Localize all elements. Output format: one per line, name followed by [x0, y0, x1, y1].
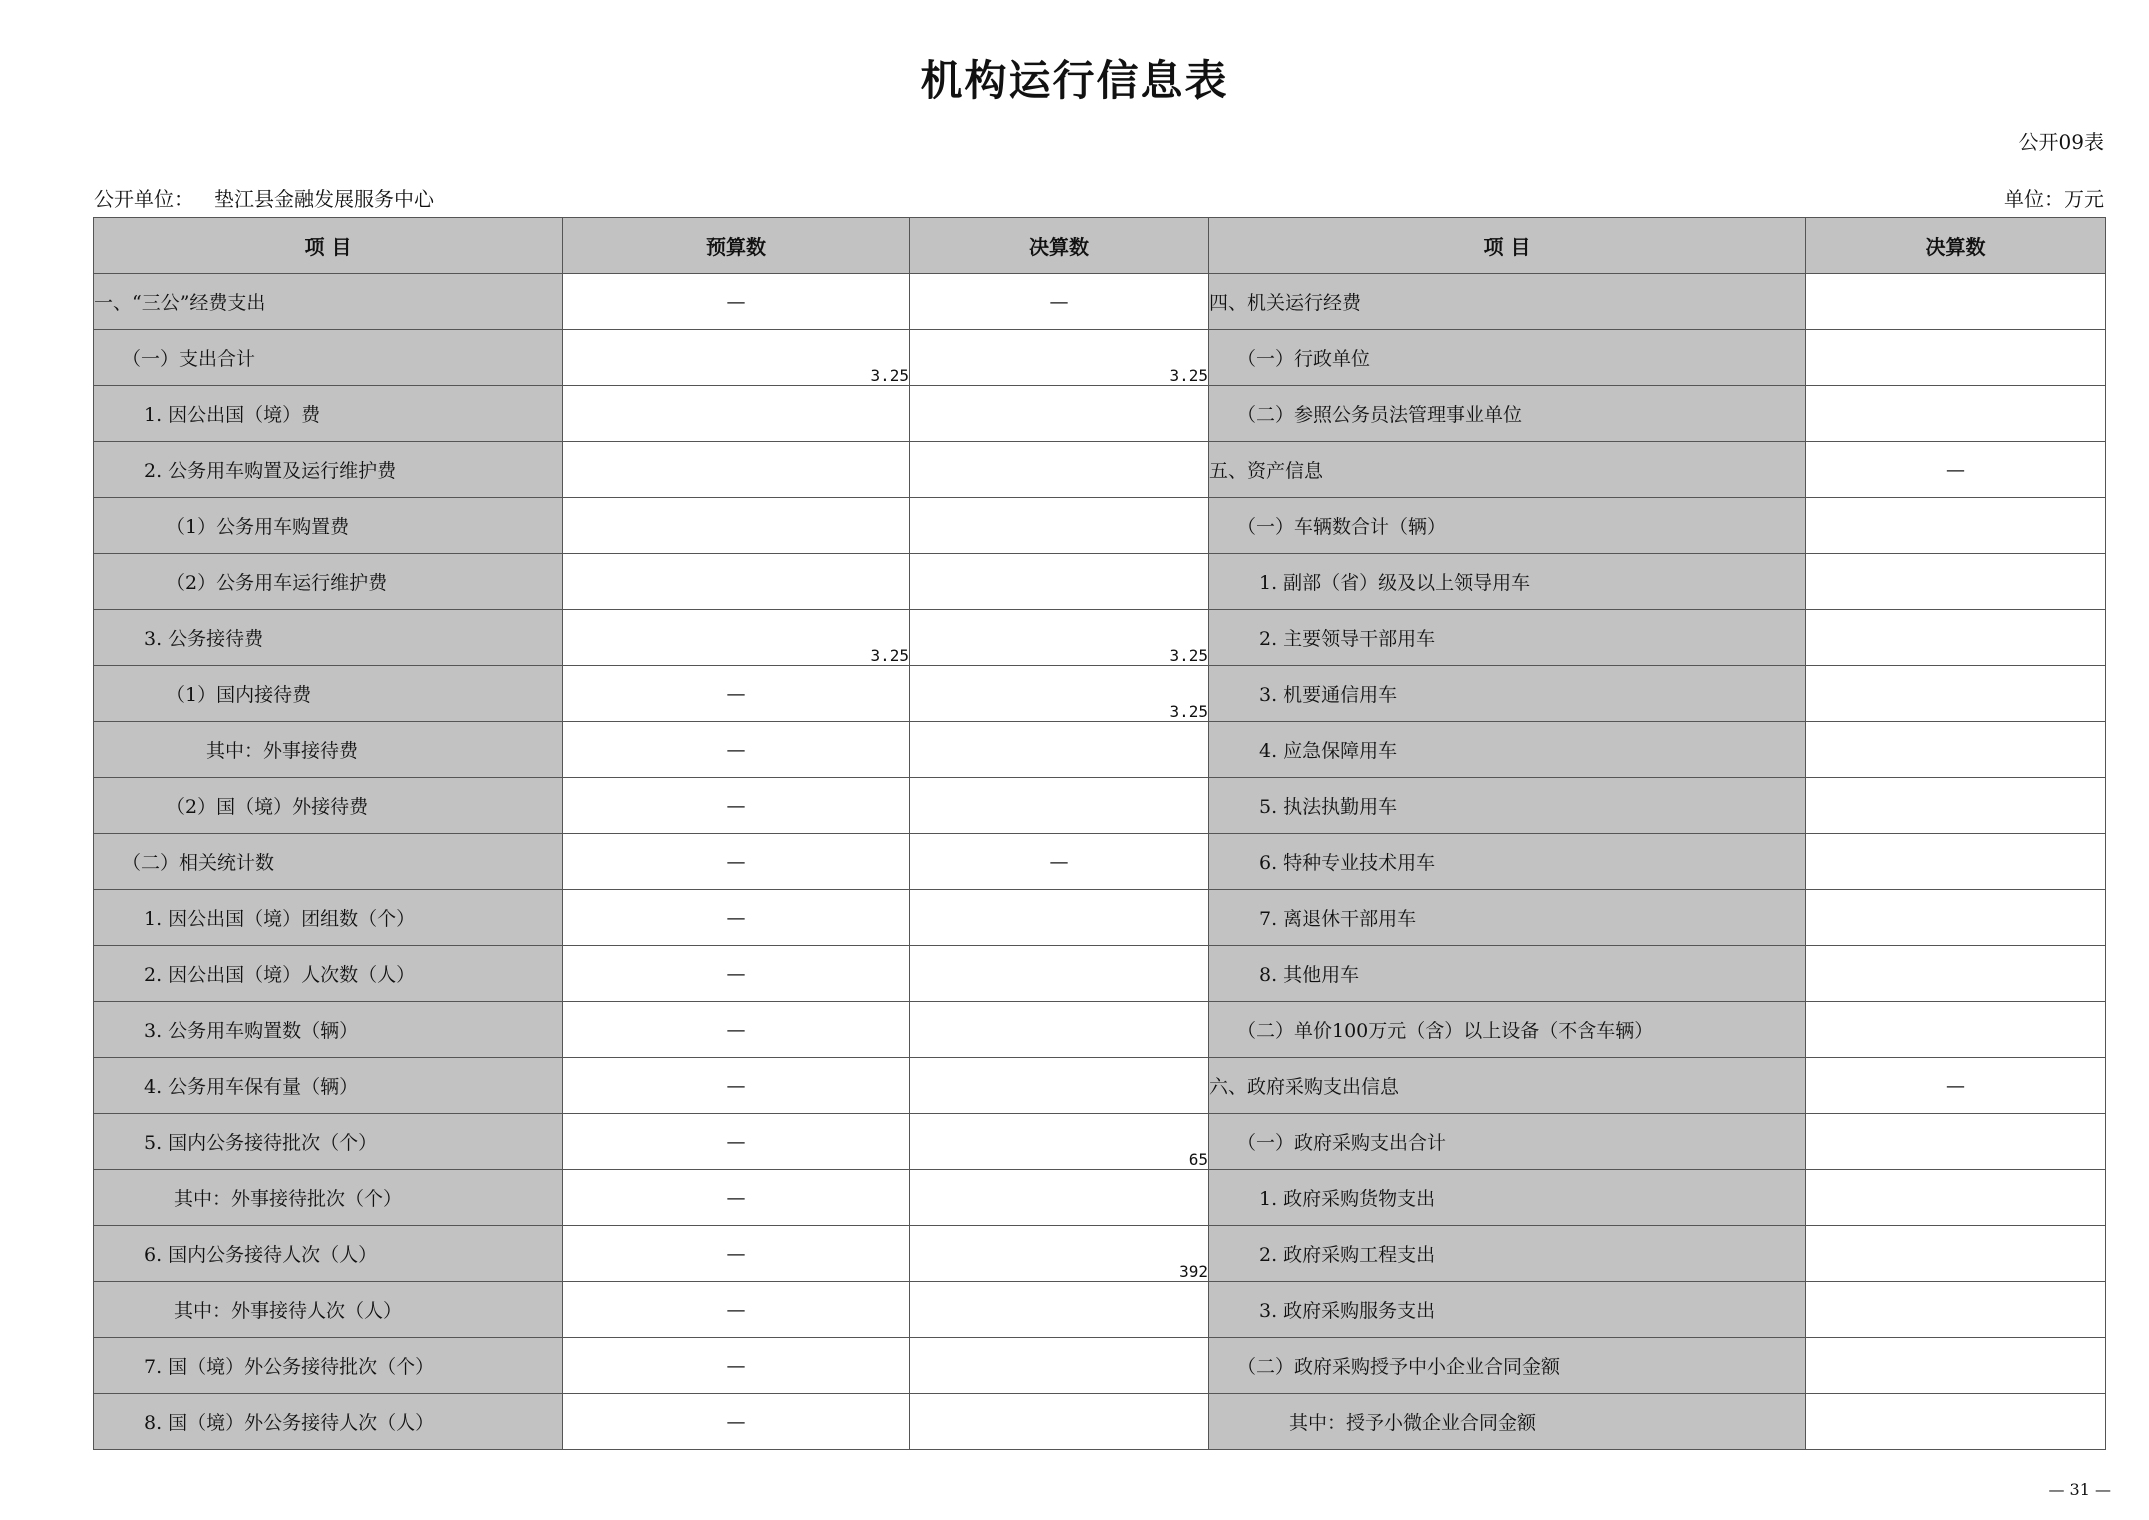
item-label-right: 五、资产信息: [1209, 442, 1806, 498]
final-value-left: 3.25: [910, 610, 1209, 666]
final-value-right: [1806, 330, 2106, 386]
budget-value: —: [563, 722, 910, 778]
budget-value: —: [563, 666, 910, 722]
final-value-left: 3.25: [910, 330, 1209, 386]
item-label-left: 5. 国内公务接待批次（个）: [94, 1114, 563, 1170]
final-value-right: [1806, 1394, 2106, 1450]
item-label-right: 5. 执法执勤用车: [1209, 778, 1806, 834]
header-budget: 预算数: [563, 218, 910, 274]
table-row: [94, 778, 2106, 834]
final-value-right: [1806, 722, 2106, 778]
final-value-right: [1806, 610, 2106, 666]
table-row: [94, 498, 2106, 554]
item-label-left: 其中：外事接待人次（人）: [94, 1282, 563, 1338]
item-label-right: 其中：授予小微企业合同金额: [1209, 1394, 1806, 1450]
budget-value: [563, 442, 910, 498]
final-value-left: [910, 386, 1209, 442]
final-value-left: [910, 946, 1209, 1002]
budget-value: —: [563, 834, 910, 890]
item-label-left: （1）公务用车购置费: [94, 498, 563, 554]
budget-value: [563, 554, 910, 610]
item-label-left: 一、“三公”经费支出: [94, 274, 563, 330]
final-value-left: [910, 1338, 1209, 1394]
final-value-left: [910, 1058, 1209, 1114]
final-value-right: [1806, 1114, 2106, 1170]
final-value-right: [1806, 386, 2106, 442]
currency-unit: 单位：万元: [2004, 187, 2104, 211]
final-value-right: [1806, 498, 2106, 554]
item-label-left: 2. 公务用车购置及运行维护费: [94, 442, 563, 498]
final-value-right: [1806, 1170, 2106, 1226]
final-value-left: [910, 778, 1209, 834]
final-value-right: —: [1806, 442, 2106, 498]
final-value-right: [1806, 834, 2106, 890]
item-label-right: 2. 主要领导干部用车: [1209, 610, 1806, 666]
budget-value: —: [563, 1226, 910, 1282]
form-number: 公开09表: [2018, 130, 2104, 154]
final-value-right: [1806, 778, 2106, 834]
header-item-left: 项 目: [94, 218, 563, 274]
final-value-left: [910, 554, 1209, 610]
table-row: [94, 274, 2106, 330]
final-value-left: 65: [910, 1114, 1209, 1170]
reporting-unit: [94, 183, 434, 212]
item-label-right: （二）参照公务员法管理事业单位: [1209, 386, 1806, 442]
item-label-left: 6. 国内公务接待人次（人）: [94, 1226, 563, 1282]
table-row: [94, 1170, 2106, 1226]
final-value-left: [910, 498, 1209, 554]
final-value-left: [910, 442, 1209, 498]
item-label-left: （一）支出合计: [94, 330, 563, 386]
budget-value: —: [563, 1338, 910, 1394]
item-label-right: 3. 政府采购服务支出: [1209, 1282, 1806, 1338]
item-label-left: 3. 公务用车购置数（辆）: [94, 1002, 563, 1058]
table-row: [94, 666, 2106, 722]
item-label-right: 4. 应急保障用车: [1209, 722, 1806, 778]
budget-value: [563, 386, 910, 442]
table-row: [94, 1002, 2106, 1058]
budget-value: —: [563, 1058, 910, 1114]
table-row: [94, 386, 2106, 442]
item-label-right: 8. 其他用车: [1209, 946, 1806, 1002]
final-value-left: [910, 722, 1209, 778]
item-label-right: 7. 离退休干部用车: [1209, 890, 1806, 946]
budget-value: 3.25: [563, 610, 910, 666]
final-value-right: [1806, 554, 2106, 610]
table-row: [94, 610, 2106, 666]
budget-value: [563, 498, 910, 554]
item-label-right: 6. 特种专业技术用车: [1209, 834, 1806, 890]
final-value-right: [1806, 890, 2106, 946]
reporting-unit-name: 垫江县金融发展服务中心: [214, 187, 434, 211]
budget-value: —: [563, 778, 910, 834]
final-value-right: [1806, 666, 2106, 722]
table-row: [94, 1114, 2106, 1170]
table-row: [94, 946, 2106, 1002]
item-label-right: 六、政府采购支出信息: [1209, 1058, 1806, 1114]
item-label-right: （一）行政单位: [1209, 330, 1806, 386]
final-value-right: [1806, 274, 2106, 330]
info-table: [93, 217, 2106, 1450]
page-number: — 31 —: [2048, 1480, 2111, 1499]
header-final-right: 决算数: [1806, 218, 2106, 274]
table-row: [94, 834, 2106, 890]
item-label-left: （1）国内接待费: [94, 666, 563, 722]
final-value-left: 392: [910, 1226, 1209, 1282]
table-row: [94, 1282, 2106, 1338]
final-value-right: [1806, 1226, 2106, 1282]
item-label-left: 其中：外事接待费: [94, 722, 563, 778]
item-label-left: 4. 公务用车保有量（辆）: [94, 1058, 563, 1114]
reporting-unit-label: 公开单位：: [94, 187, 194, 211]
budget-value: 3.25: [563, 330, 910, 386]
budget-value: —: [563, 1394, 910, 1450]
header-item-right: 项 目: [1209, 218, 1806, 274]
item-label-left: （2）国（境）外接待费: [94, 778, 563, 834]
final-value-right: [1806, 1002, 2106, 1058]
item-label-left: 2. 因公出国（境）人次数（人）: [94, 946, 563, 1002]
item-label-left: 其中：外事接待批次（个）: [94, 1170, 563, 1226]
budget-value: —: [563, 1114, 910, 1170]
item-label-left: 1. 因公出国（境）费: [94, 386, 563, 442]
table-row: [94, 722, 2106, 778]
table-row: [94, 442, 2106, 498]
item-label-right: 1. 副部（省）级及以上领导用车: [1209, 554, 1806, 610]
item-label-right: （二）单价100万元（含）以上设备（不含车辆）: [1209, 1002, 1806, 1058]
item-label-right: （一）政府采购支出合计: [1209, 1114, 1806, 1170]
item-label-left: （2）公务用车运行维护费: [94, 554, 563, 610]
final-value-left: —: [910, 834, 1209, 890]
final-value-right: [1806, 1338, 2106, 1394]
item-label-right: （二）政府采购授予中小企业合同金额: [1209, 1338, 1806, 1394]
item-label-right: （一）车辆数合计（辆）: [1209, 498, 1806, 554]
table-row: [94, 1226, 2106, 1282]
final-value-right: —: [1806, 1058, 2106, 1114]
final-value-left: [910, 1170, 1209, 1226]
budget-value: —: [563, 946, 910, 1002]
item-label-right: 3. 机要通信用车: [1209, 666, 1806, 722]
item-label-left: 3. 公务接待费: [94, 610, 563, 666]
final-value-left: [910, 890, 1209, 946]
table-row: [94, 1338, 2106, 1394]
final-value-right: [1806, 946, 2106, 1002]
item-label-left: 1. 因公出国（境）团组数（个）: [94, 890, 563, 946]
item-label-right: 四、机关运行经费: [1209, 274, 1806, 330]
item-label-left: 8. 国（境）外公务接待人次（人）: [94, 1394, 563, 1450]
item-label-right: 1. 政府采购货物支出: [1209, 1170, 1806, 1226]
item-label-left: 7. 国（境）外公务接待批次（个）: [94, 1338, 563, 1394]
table-row: [94, 554, 2106, 610]
header-final-left: 决算数: [910, 218, 1209, 274]
table-row: [94, 1058, 2106, 1114]
final-value-left: 3.25: [910, 666, 1209, 722]
item-label-right: 2. 政府采购工程支出: [1209, 1226, 1806, 1282]
final-value-left: [910, 1002, 1209, 1058]
page-title: 机构运行信息表: [920, 56, 1229, 105]
final-value-left: —: [910, 274, 1209, 330]
header-row: [94, 218, 2106, 274]
final-value-left: [910, 1394, 1209, 1450]
budget-value: —: [563, 274, 910, 330]
table-row: [94, 1394, 2106, 1450]
budget-value: —: [563, 1002, 910, 1058]
budget-value: —: [563, 1282, 910, 1338]
final-value-right: [1806, 1282, 2106, 1338]
final-value-left: [910, 1282, 1209, 1338]
table-row: [94, 890, 2106, 946]
budget-value: —: [563, 890, 910, 946]
item-label-left: （二）相关统计数: [94, 834, 563, 890]
budget-value: —: [563, 1170, 910, 1226]
table-row: [94, 330, 2106, 386]
